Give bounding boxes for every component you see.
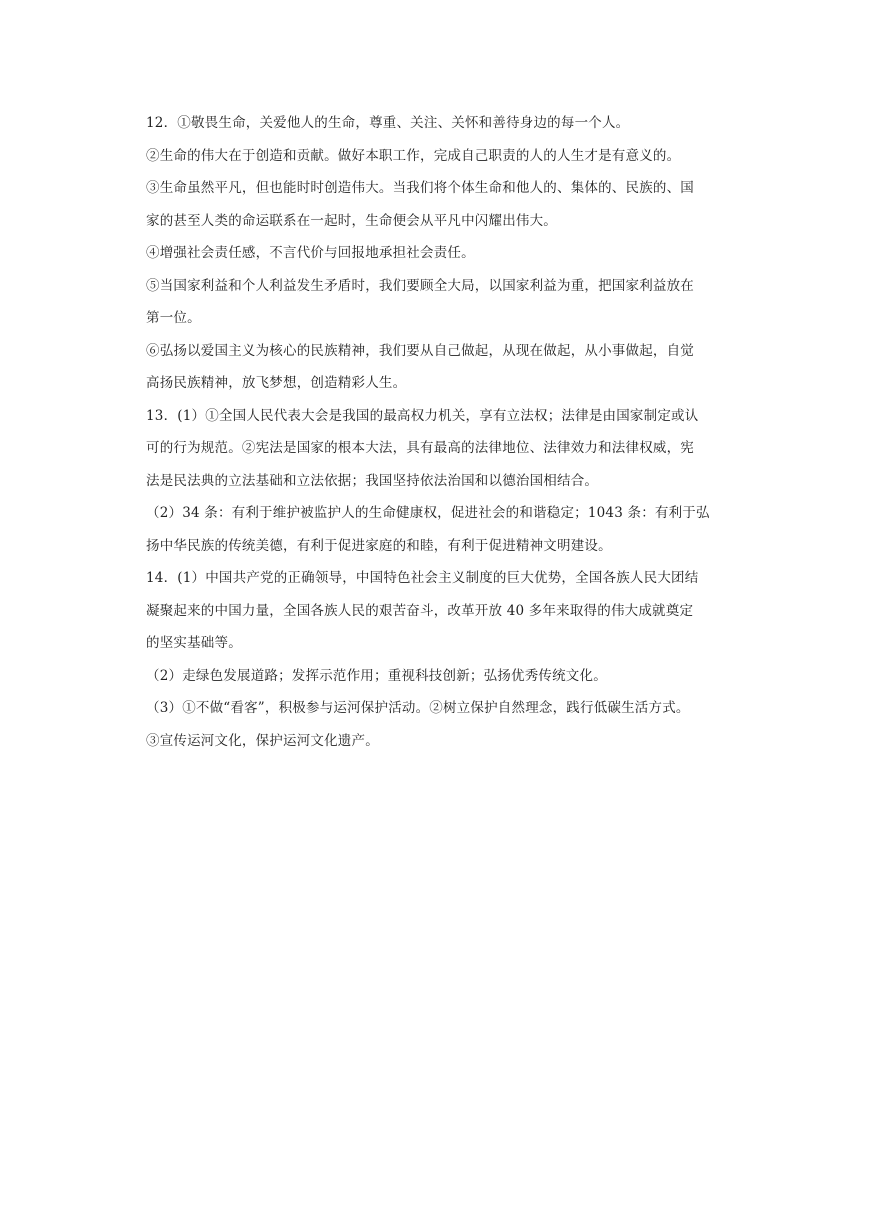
answer-line: 14．(1）中国共产党的正确领导，中国特色社会主义制度的巨大优势，全国各族人民大团结: [146, 570, 699, 586]
answer-line: ③生命虽然平凡，但也能时时创造伟大。当我们将个体生命和他人的、集体的、民族的、国: [146, 180, 694, 196]
answer-line: （2）走绿色发展道路；发挥示范作用；重视科技创新；弘扬优秀传统文化。: [146, 667, 607, 684]
answer-line: 第一位。: [146, 310, 201, 326]
answer-line: 高扬民族精神，放飞梦想，创造精彩人生。: [146, 375, 407, 391]
question-13-answer: [146, 406, 746, 557]
answer-line: 家的甚至人类的命运联系在一起时，生命便会从平凡中闪耀出伟大。: [146, 212, 557, 229]
answer-line: （3）①不做“看客”，积极参与运河保护活动。②树立保护自然理念，践行低碳生活方式。: [146, 700, 690, 716]
answer-line: ⑥弘扬以爱国主义为核心的民族精神，我们要从自己做起，从现在做起，从小事做起，自觉: [146, 342, 694, 359]
answer-line: 凝聚起来的中国力量，全国各族人民的艰苦奋斗，改革开放 40 多年来取得的伟大成就奠定: [146, 602, 694, 619]
answer-line: 扬中华民族的传统美德，有利于促进家庭的和睦，有利于促进精神文明建设。: [146, 537, 612, 554]
answer-line: 法是民法典的立法基础和立法依据；我国坚持依法治国和以德治国相结合。: [146, 472, 599, 489]
answer-line: ⑤当国家利益和个人利益发生矛盾时，我们要顾全大局，以国家利益为重，把国家利益放在: [146, 277, 694, 294]
answer-line: 可的行为规范。②宪法是国家的根本大法，具有最高的法律地位、法律效力和法律权威，宪: [146, 440, 694, 456]
answer-line: ②生命的伟大在于创造和贡献。做好本职工作，完成自己职责的人的人生才是有意义的。: [146, 147, 681, 164]
answer-line: ④增强社会责任感，不言代价与回报地承担社会责任。: [146, 245, 475, 261]
answer-content: [146, 113, 746, 763]
answer-line: 13．(1）①全国人民代表大会是我国的最高权力机关，享有立法权；法律是由国家制定或认: [146, 407, 699, 424]
question-14-answer: [146, 568, 746, 752]
question-12-answer: [146, 113, 746, 394]
answer-line: （2）34 条：有利于维护被监护人的生命健康权，促进社会的和谐稳定；1043 条：有利于弘: [146, 505, 710, 521]
answer-line: 的坚实基础等。: [146, 635, 242, 651]
answer-line: 12．①敬畏生命，关爱他人的生命，尊重、关注、关怀和善待身边的每一个人。: [146, 115, 630, 131]
answer-line: ③宣传运河文化，保护运河文化遗产。: [146, 732, 379, 749]
